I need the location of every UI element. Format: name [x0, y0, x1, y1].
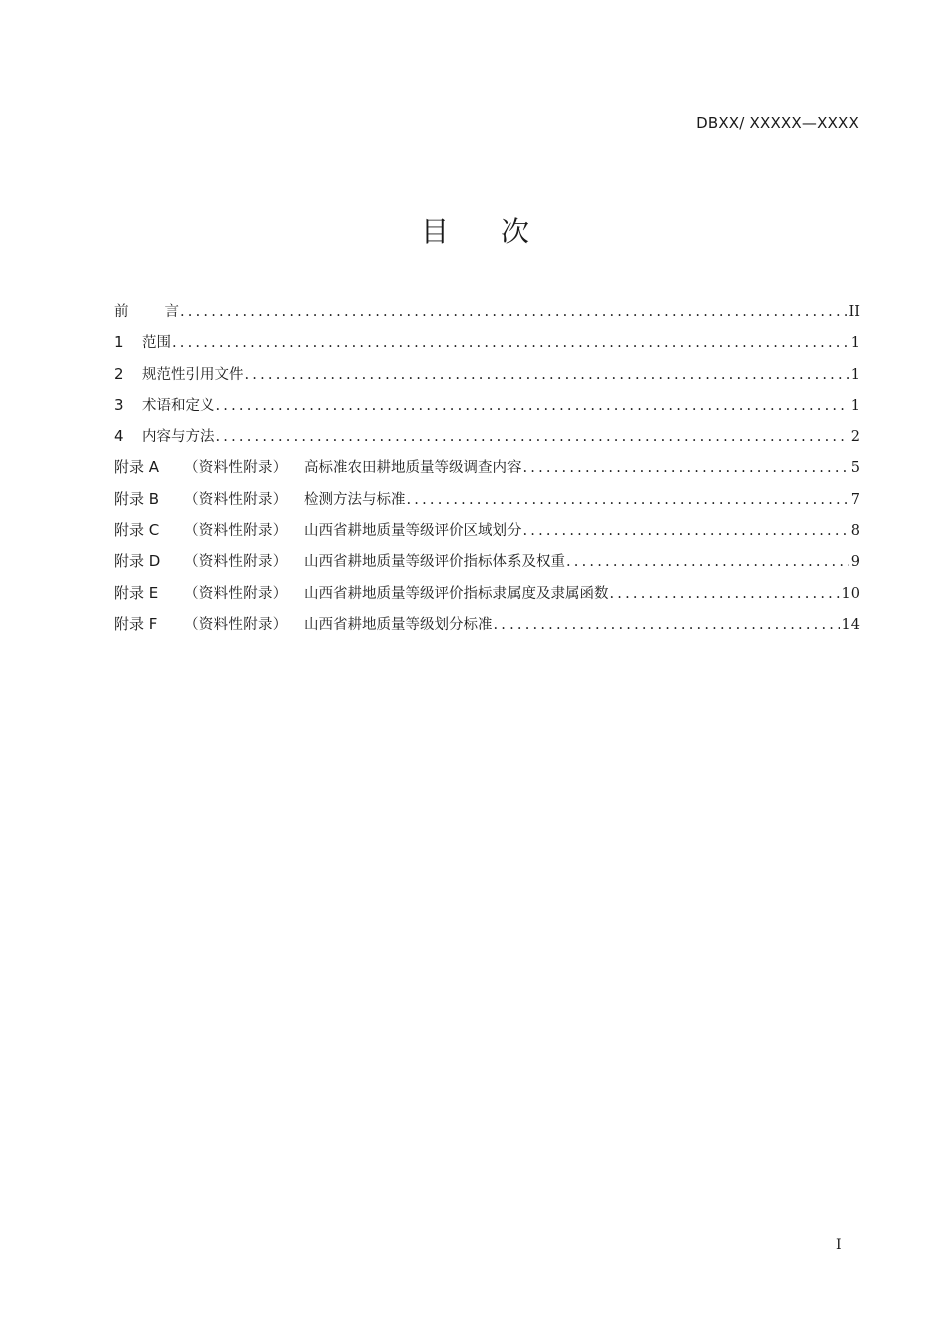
dot-leader	[216, 398, 849, 414]
toc-annex-label: 附录 B	[114, 489, 160, 508]
table-of-contents	[114, 300, 860, 644]
toc-entry-annex-a[interactable]	[114, 456, 860, 487]
toc-annex-label: 附录 D	[114, 552, 161, 571]
toc-entry-annex-d[interactable]	[114, 550, 860, 581]
toc-entry-text: 山西省耕地质量等级划分标准	[304, 616, 493, 633]
toc-annex-type: （资料性附录）	[184, 491, 288, 508]
toc-title	[0, 210, 950, 250]
toc-entry-text: 前 言	[114, 304, 179, 320]
toc-title-char: 目	[420, 215, 449, 248]
toc-entry-normative-references[interactable]	[114, 363, 860, 394]
toc-page-number: 8	[850, 523, 860, 540]
toc-page-number: 1	[850, 366, 860, 383]
toc-entry-text: 规范性引用文件	[142, 366, 244, 383]
toc-entry-text: 内容与方法	[142, 429, 215, 446]
toc-page-number: 9	[850, 554, 860, 571]
toc-entry-text: 山西省耕地质量等级评价区域划分	[304, 523, 522, 540]
toc-entry-foreword[interactable]	[114, 300, 860, 331]
toc-annex-type: （资料性附录）	[184, 460, 288, 477]
dot-leader	[523, 523, 849, 539]
toc-annex-type: （资料性附录）	[184, 585, 288, 602]
toc-annex-label: 附录 C	[114, 521, 160, 540]
dot-leader	[216, 429, 849, 445]
dot-leader	[245, 367, 849, 383]
toc-page-number: 2	[850, 429, 860, 446]
toc-entry-scope[interactable]	[114, 331, 860, 362]
toc-page-number: 14	[841, 616, 860, 633]
toc-entry-annex-f[interactable]	[114, 613, 860, 644]
toc-entry-text: 高标准农田耕地质量等级调查内容	[304, 460, 522, 477]
toc-section-number: 4	[114, 427, 124, 446]
dot-leader	[407, 492, 849, 508]
dot-leader	[172, 335, 849, 351]
toc-page-number: II	[848, 304, 860, 320]
toc-annex-type: （资料性附录）	[184, 616, 288, 633]
dot-leader	[494, 617, 840, 633]
dot-leader	[180, 304, 847, 320]
toc-page-number: 5	[850, 460, 860, 477]
toc-entry-content-methods[interactable]	[114, 425, 860, 456]
dot-leader	[523, 460, 849, 476]
toc-section-number: 1	[114, 333, 124, 352]
toc-entry-annex-b[interactable]	[114, 488, 860, 519]
toc-entry-text: 检测方法与标准	[304, 491, 406, 508]
document-code: DBXX/ XXXXX—XXXX	[696, 114, 859, 132]
toc-section-number: 2	[114, 364, 124, 383]
toc-title-char: 次	[501, 215, 530, 248]
toc-page-number: 1	[850, 335, 860, 352]
toc-page-number: 7	[850, 491, 860, 508]
toc-annex-type: （资料性附录）	[184, 523, 288, 540]
toc-entry-annex-c[interactable]	[114, 519, 860, 550]
page-number: I	[836, 1237, 842, 1253]
toc-entry-text: 山西省耕地质量等级评价指标体系及权重	[304, 554, 565, 571]
toc-section-number: 3	[114, 395, 124, 414]
toc-annex-type: （资料性附录）	[184, 554, 288, 571]
toc-entry-text: 山西省耕地质量等级评价指标隶属度及隶属函数	[304, 585, 609, 602]
toc-entry-terms-definitions[interactable]	[114, 394, 860, 425]
toc-entry-text: 范围	[142, 335, 171, 352]
toc-annex-label: 附录 F	[114, 614, 158, 633]
dot-leader	[610, 586, 840, 602]
toc-page-number: 1	[850, 397, 860, 414]
toc-entry-annex-e[interactable]	[114, 582, 860, 613]
toc-page-number: 10	[841, 585, 860, 602]
toc-annex-label: 附录 E	[114, 583, 159, 602]
toc-annex-label: 附录 A	[114, 458, 160, 477]
toc-entry-text: 术语和定义	[142, 397, 215, 414]
dot-leader	[566, 554, 849, 570]
